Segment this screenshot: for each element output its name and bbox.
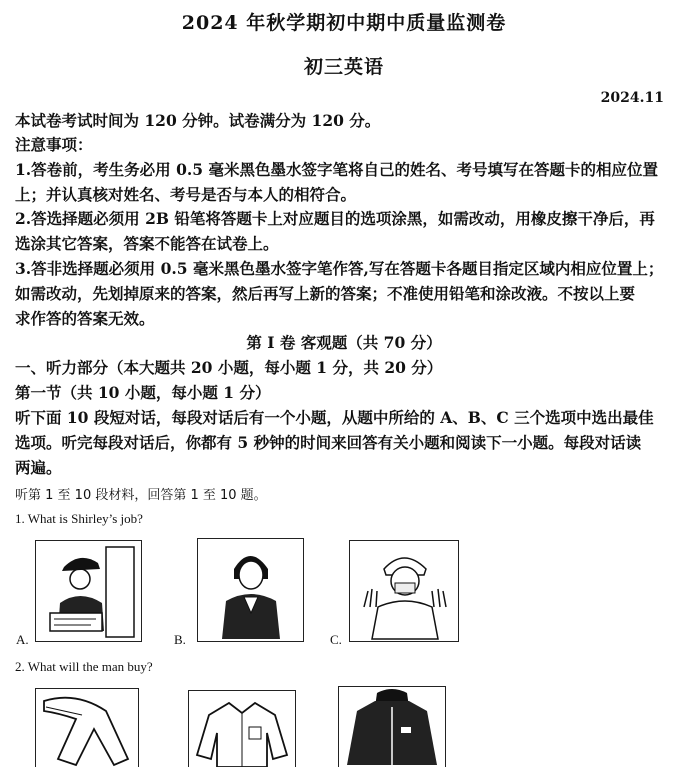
rule-line: 2.答选择题必须用 2B 铅笔将答题卡上对应题目的选项涂黑，如需改动，用橡皮擦干净后，再 [15, 209, 655, 228]
rule-line: 1.答卷前，考生务必用 0.5 毫米黑色墨水签字笔将自己的姓名、考号填写在答题卡的相应位置 [15, 160, 658, 179]
rule-line: 求作答的答案无效。 [15, 309, 155, 328]
option-b-image[interactable] [188, 690, 296, 767]
jacket-icon [339, 687, 445, 767]
rule-line: 选涂其它答案，答案不能答在试卷上。 [15, 234, 279, 253]
rule-line: 上；并认真核对姓名、考号是否与本人的相符合。 [15, 185, 357, 204]
shirt-icon [189, 691, 295, 767]
rule-line: 3.答非选择题必须用 0.5 毫米黑色墨水签字笔作答,写在答题卡各题目指定区域内相应位置上； [15, 259, 664, 278]
businesswoman-icon [198, 539, 303, 641]
exam-date: 2024.11 [600, 90, 664, 106]
option-a-label: A. [16, 632, 29, 647]
listening-title: 一、听力部分（本大题共 20 小题，每小题 1 分，共 20 分） [15, 358, 443, 377]
option-c-label: C. [330, 632, 342, 647]
instruction-line: 选项。听完每段对话后，你都有 5 秒钟的时间来回答有关小题和阅读下一小题。每段对话读 [15, 433, 642, 452]
option-a-image[interactable] [35, 540, 142, 642]
option-a-image[interactable] [35, 688, 139, 767]
option-c-image[interactable] [349, 540, 459, 642]
question-2-text: 2. What will the man buy? [15, 659, 153, 674]
police-officer-icon [36, 541, 141, 641]
rule-line: 如需改动，先划掉原来的答案，然后再写上新的答案；不准使用铅笔和涂改液。不按以上要 [15, 284, 636, 303]
notice-heading: 注意事项： [15, 135, 93, 154]
instruction-line: 两遍。 [15, 458, 62, 477]
trousers-icon [36, 689, 138, 767]
materials-note: 听第 1 至 10 段材料，回答第 1 至 10 题。 [15, 488, 267, 503]
option-b-image[interactable] [197, 538, 304, 642]
exam-title: 2024 年秋学期初中期中质量监测卷 [181, 12, 507, 34]
sub-section-title: 第一节（共 10 小题，每小题 1 分） [15, 383, 271, 402]
instruction-line: 听下面 10 段短对话，每段对话后有一个小题，从题中所给的 A、B、C 三个选项中选出最佳 [15, 408, 654, 427]
part-title: 第 I 卷 客观题（共 70 分） [246, 333, 442, 352]
exam-info: 本试卷考试时间为 120 分钟。试卷满分为 120 分。 [15, 111, 381, 130]
question-1-text: 1. What is Shirley’s job? [15, 511, 143, 526]
option-c-image[interactable] [338, 686, 446, 767]
option-b-label: B. [174, 632, 186, 647]
nurse-icon [350, 541, 458, 641]
exam-subject: 初三英语 [303, 56, 384, 78]
